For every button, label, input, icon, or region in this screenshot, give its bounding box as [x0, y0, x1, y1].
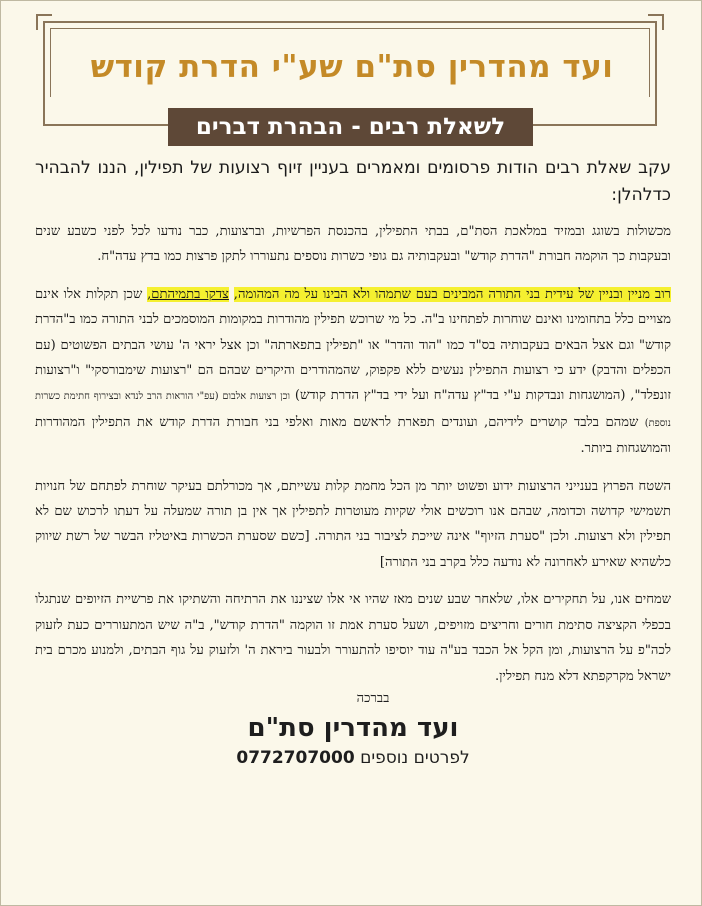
page-title: ועד מהדרין סת"ם שע"י הדרת קודש: [90, 49, 614, 85]
frame-line: [655, 97, 657, 125]
contact-label: לפרטים נוספים: [360, 747, 470, 768]
highlighted-text: רוב מניין ובניין של עידית בני התורה המבינים בעם שתמהו ולא הבינו על מה המהומה,: [233, 286, 671, 302]
signature: ועד מהדרין סת"ם: [247, 712, 459, 743]
frame-corner-ornament: [36, 14, 52, 30]
frame-line: [533, 124, 657, 126]
paragraph-2-tail: שמהם בלבד קושרים לידיהם, ועונדים תפארת לראשם מאות ואלפי בני חבורת הדרת קודש את התפילין המהודרות והמושגחות ביותר.: [35, 414, 671, 457]
paragraph-2-text: שכן תקלות אלו אינם מצויים כלל בתחומינו ואינם שוחרות לפתחינו ב"ה. כל מי שרוכש תפילין מהודרות במקומות המוסמכים לבני התורה כמו ב"הדרת קודש" וגם אצל הבאים בעקבותיה בס"ד כמו "הוד והדר" או "תפילין בתפארתה" וכן אצל יראי ה' עושי הבתים הפשוטים (עם הכפלים והדבק) ידע כי רצועות התפילין נעשים ללא פקפוק, שהמהודרים והיקרים שבהם הם "רצועות שימבורסקי" ו"רצועות זונפלד", (המושגחות ונבדקות ע"י בד"ץ עדה"ח ועל ידי בד"ץ הדרת קודש): [35, 286, 672, 404]
frame-line: [43, 124, 168, 126]
paragraph-2: [35, 282, 671, 462]
phone-number: 0772707000: [236, 747, 355, 768]
intro-paragraph: עקב שאלת רבים הודות פרסומים ומאמרים בעניין זיוף רצועות של תפילין, הננו להבהיר כדלהלן:: [35, 158, 671, 205]
paragraph-3: השטח הפרוץ בענייני הרצועות ידוע ופשוט יותר מן הכל מחמת קלות עשייתם, אך מכורלתם בעיקר שוחרת לפתחם של חנויות תשמישי קדושה וכדומה, שבהם אנו רוכשים אולי שקיות מעוטרות לתפילין אך אין בן תורה שמעלה על דעתו לרכוש שם לא תפילין ולא רצועות. ולכן "סערת הזיוף" אינה שייכת לציבור בני התורה. [כשם שסערת הכשרות באיטליז הבשר של רשת שיווק כלשהיא שאירע לאחרונה לא נודעה כלל בקרב בני התורה]: [35, 478, 671, 570]
frame-corner-ornament: [648, 14, 664, 30]
frame-line: [43, 97, 45, 125]
paragraph-1: מכשולות בשוגג ובמזיד במלאכת הסת"ם, בבתי התפילין, בהכנסת הפרשיות, וברצועות, כבר נודעו לכל לפני כשבע שנים ובעקבות כך הוקמה חבורת "הדרת קודש" ובעקבותיה גם גופי כשרות נוספים נתעוררו לתקן פרצות כמו בדץ עדה"ח.: [35, 224, 671, 265]
closing-blessing: בברכה: [356, 690, 390, 706]
subtitle-banner: לשאלת רבים - הבהרת דברים: [168, 108, 533, 146]
paragraph-4: שמחים אנו, על תחקירים אלו, שלאחר שבע שנים מאז שהיו אי אלו שציננו את הרתיחה והשתיקו את פרשיית הזיופים שנתגלו בכפלי הקציצה סתימת חורים וחריצים מזויפים, ושעל סערת אמת זו הוקמה "הדרת קודש", ב"ה שיש המתעוררים כעת לזעוק לכה"פ על הרצועות, ומן הקל אל הכבד בע"ה עוד יוסיפו להתעורר ולבעור ביראת ה' ולזעוק על גוף הבתים, ולמנוע מכרם בית ישראל מקרקפתא דלא מנח תפילין.: [35, 592, 671, 684]
contact-line: [35, 745, 671, 771]
small-print-note: וכן רצועות אלבום (עפ"י הוראות הרב לנדא ובצירוף חתימת כשרות נוספת): [35, 391, 671, 429]
underlined-text: צדקו בתמיהתם,: [147, 286, 229, 302]
notice-body: [35, 155, 671, 771]
